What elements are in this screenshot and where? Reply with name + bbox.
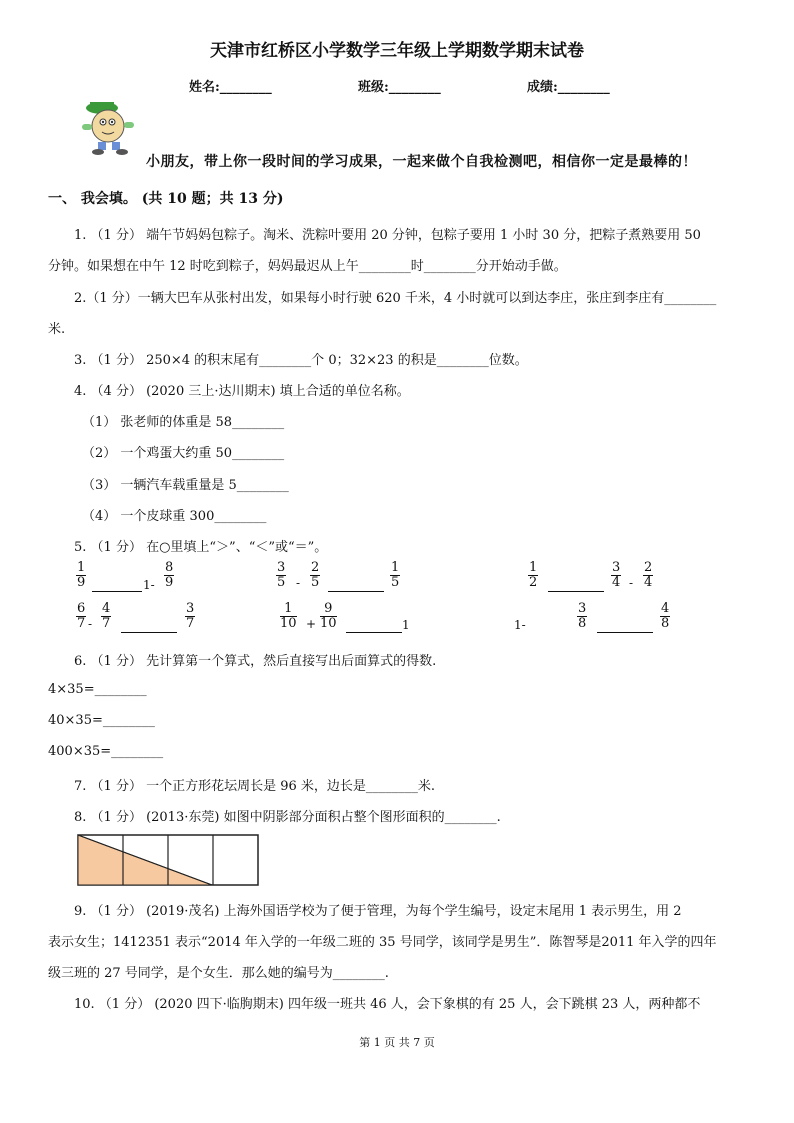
q6-item-3: 400×35=________: [48, 744, 164, 759]
fraction: $\frac{1}{9}$: [77, 560, 86, 590]
fraction: $\frac{3}{8}$: [578, 601, 587, 631]
fraction: $\frac{1}{5}$: [391, 560, 400, 590]
fraction: $\frac{3}{5}$: [277, 560, 286, 590]
encouragement-text: 小朋友，带上你一段时间的学习成果，一起来做个自我检测吧，相信你一定是最棒的！: [146, 154, 697, 170]
mascot-icon: [78, 98, 142, 156]
q1-line2: 分钟。如果想在中午 12 时吃到粽子，妈妈最迟从上午________时________分开始动手做。: [48, 259, 567, 274]
q4-stem: 4. （4 分） (2020 三上·达川期末) 填上合适的单位名称。: [74, 384, 410, 399]
q10-line1: 10. （1 分） (2020 四下·临朐期末) 四年级一班共 46 人，会下象棋的有 25 人，会下跳棋 23 人，两种都不: [74, 997, 701, 1012]
q8-text: 8. （1 分） (2013·东莞) 如图中阴影部分面积占整个图形面积的________.: [74, 810, 501, 825]
fraction: $\frac{6}{7}$: [77, 601, 86, 631]
fraction: $\frac{4}{7}$: [102, 601, 111, 631]
q3-text: 3. （1 分） 250×4 的积末尾有________个 0；32×23 的积是________位数。: [74, 353, 528, 368]
answer-blank[interactable]: [597, 631, 653, 633]
operator: -: [88, 617, 93, 631]
fraction: $\frac{3}{7}$: [186, 601, 195, 631]
fraction: $\frac{4}{8}$: [661, 601, 670, 631]
answer-blank[interactable]: [328, 590, 384, 592]
q5-stem: 5. （1 分） 在○里填上“＞”、“＜”或“＝”。: [74, 540, 328, 555]
name-field[interactable]: 姓名:________: [189, 80, 272, 95]
q6-item-1: 4×35=________: [48, 682, 147, 697]
q4-item-2: （2） 一个鸡蛋大约重 50________: [82, 446, 285, 461]
operator: 1: [402, 618, 410, 632]
q8-shaded-figure: [77, 834, 261, 888]
fraction: $\frac{1}{10}$: [280, 601, 297, 631]
q2-line1: 2.（1 分）一辆大巴车从张村出发，如果每小时行驶 620 千米，4 小时就可以到达李庄，张庄到李庄有________: [74, 291, 717, 306]
section-heading: 一、 我会填。 (共 10 题；共 13 分): [48, 191, 284, 207]
q9-line2: 表示女生；1412351 表示“2014 年入学的一年级二班的 35 号同学，该同学是男生”．陈智琴是2011 年入学的四年: [48, 935, 717, 950]
operator: -: [296, 576, 301, 590]
operator: 1-: [143, 578, 155, 592]
answer-blank[interactable]: [548, 590, 604, 592]
answer-blank[interactable]: [92, 590, 142, 592]
operator: 1-: [514, 618, 526, 632]
q7-text: 7. （1 分） 一个正方形花坛周长是 96 米，边长是________米.: [74, 779, 436, 794]
answer-blank[interactable]: [346, 631, 402, 633]
class-field[interactable]: 班级:________: [358, 80, 441, 95]
q1-line1: 1. （1 分） 端午节妈妈包粽子。淘米、洗粽叶要用 20 分钟，包粽子要用 1 小时 30 分，把粽子煮熟要用 50: [74, 228, 701, 243]
operator: -: [629, 576, 634, 590]
score-field[interactable]: 成绩:________: [527, 80, 610, 95]
page-title: 天津市红桥区小学数学三年级上学期数学期末试卷: [210, 41, 584, 61]
fraction: $\frac{1}{2}$: [529, 560, 538, 590]
q9-line1: 9. （1 分） (2019·茂名) 上海外国语学校为了便于管理，为每个学生编号，设定末尾用 1 表示男生，用 2: [74, 904, 682, 919]
fraction: $\frac{2}{4}$: [644, 560, 653, 590]
answer-blank[interactable]: [121, 631, 177, 633]
q6-item-2: 40×35=________: [48, 713, 155, 728]
q4-item-3: （3） 一辆汽车载重量是 5________: [82, 478, 289, 493]
q6-stem: 6. （1 分） 先计算第一个算式，然后直接写出后面算式的得数.: [74, 654, 437, 669]
fraction: $\frac{8}{9}$: [165, 560, 174, 590]
q9-line3: 级三班的 27 号同学，是个女生．那么她的编号为________.: [48, 966, 389, 981]
q2-line2: 米.: [48, 322, 66, 337]
fraction: $\frac{3}{4}$: [612, 560, 621, 590]
fraction: $\frac{9}{10}$: [320, 601, 337, 631]
q4-item-4: （4） 一个皮球重 300________: [82, 509, 267, 524]
fraction: $\frac{2}{5}$: [311, 560, 320, 590]
page-footer: 第 1 页 共 7 页: [359, 1036, 435, 1049]
q4-item-1: （1） 张老师的体重是 58________: [82, 415, 285, 430]
operator: +: [306, 617, 317, 631]
